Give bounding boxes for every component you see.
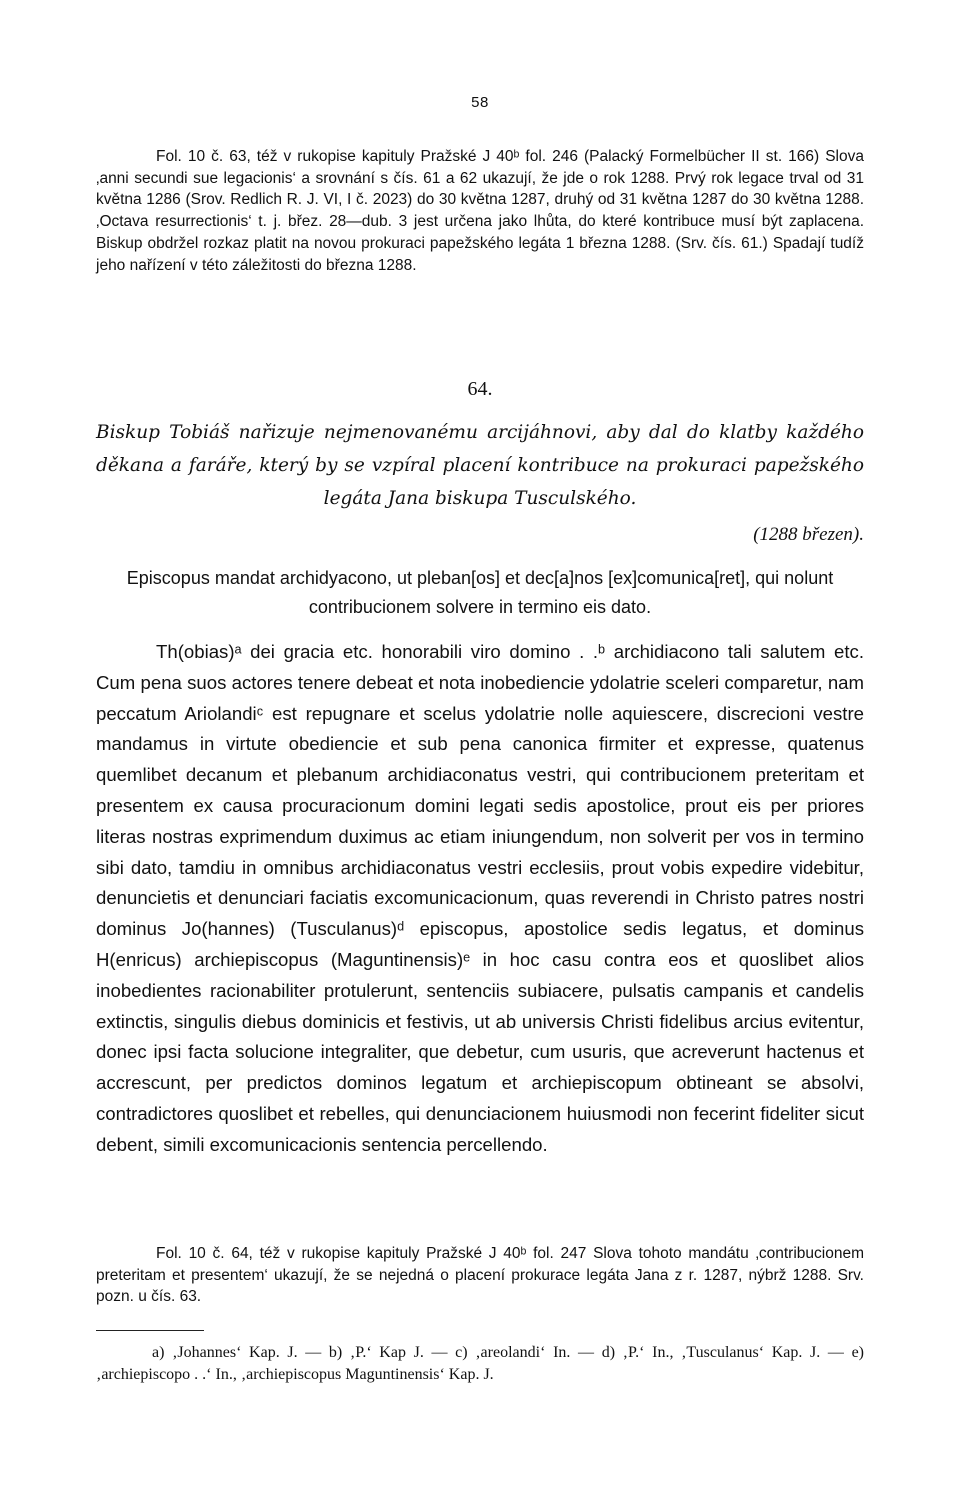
document-number: 64. [467, 378, 493, 400]
footnotes: a) ‚Johannes‘ Kap. J. — b) ‚P.‘ Kap J. — c) ‚areolandi‘ In. — d) ‚P.‘ In., ‚Tusculanus‘ Kap. J. — e) ‚archiepiscopo . .‘ In., ‚archiepiscopus Maguntinensis‘ Kap. J. [96, 1344, 864, 1383]
document-date: (1288 březen). [753, 524, 864, 545]
source-note-top: Fol. 10 č. 63, též v rukopise kapituly Pražské J 40ᵇ fol. 246 (Palacký Formelbücher II st. 166) Slova ‚anni secundi sue legacionis‘ a srovnání s čís. 61 a 62 ukazují, že jde o rok 1288. Prvý rok legace trval od 31 května 1286 (Srov. Redlich R. J. VI, I č. 2023) do 30 května 1287, druhý od 31 května 1287 do 30 května 1288. ‚Octava resurrectionis‘ t. j. břez. 28—dub. 3 jest určena jako lhůta, do které kontribuce musí být zaplacena. Biskup obdržel rozkaz platit na novou prokuraci papežského legáta 1 března 1288. (Srv. čís. 61.) Spadají tudíž jeho nařízení v této záležitosti do března 1288. [96, 148, 864, 274]
document-body: Th(obias)ᵃ dei gracia etc. honorabili viro domino . .ᵇ archidiacono tali salutem etc. Cum pena suos actores tenere debeat et nota inobediencie ydolatrie sceleri comparetur, nam peccatum Ariolandiᶜ est repugnare et scelus ydolatrie nolle aquiescere, discrecioni vestre mandamus in virtute obediencie et sub pena canonica firmiter et expresse, quatenus quemlibet decanum et plebanum archidiaconatus vestri, qui contribucionem preteritam et presentem ex causa procuracionum domini legati sedis apostolice, prout eis per priores literas nostras exprimendum duximus ac etiam iniungendum, non solverit per vos in termino sibi dato, tamdiu in omnibus archidiaconatus vestri ecclesiis, prout vobis expedire videbitur, denuncietis et denunciari faciatis excomunicacionum, quas reverendi in Christo patres nostri dominus Jo(hannes) (Tusculanus)ᵈ episcopus, apostolice sedis legatus, et dominus H(enricus) archiepiscopus (Maguntinensis)ᵉ in hoc casu contra eos et quoslibet alios inobedientes racionabiliter protulerunt, sentenciis subiacere, pulsatis campanis et candelis extinctis, singulis diebus dominicis et festivis, ut ab universis Christi fidelibus arcius evitentur, donec ipsi facta solucione integraliter, que debetur, cum usuris, que acreverunt hactenus et accrescunt, per predictos dominos legatum et archiepiscopum obtineant se absolvi, contradictores quoslibet et rebelles, qui denunciacionem huiusmodi non fecerint fideliter sicut debent, simili excomunicacionis sentencia percellendo. [96, 641, 864, 1155]
source-note-bottom: Fol. 10 č. 64, též v rukopise kapituly Pražské J 40ᵇ fol. 247 Slova tohoto mandátu ‚contribucionem preteritam et presentem‘ ukazují, že se nejedná o placení prokurace legáta Jana z r. 1287, nýbrž 1288. Srv. pozn. u čís. 63. [96, 1245, 864, 1306]
regest: Episcopus mandat archidyacono, ut pleban[os] et dec[a]nos [ex]comunica[ret], qui nolunt contribucionem solvere in termino eis dato. [126, 568, 834, 617]
page-number: 58 [471, 94, 489, 111]
footnote-divider [96, 1330, 204, 1331]
document-heading: Biskup Tobiáš nařizuje nejmenovanému arcijáhnovi, aby dal do klatby každého děkana a faráře, který by se vzpíral placení kontribuce na prokuraci papežského legáta Jana biskupa Tusculského. [96, 422, 864, 509]
